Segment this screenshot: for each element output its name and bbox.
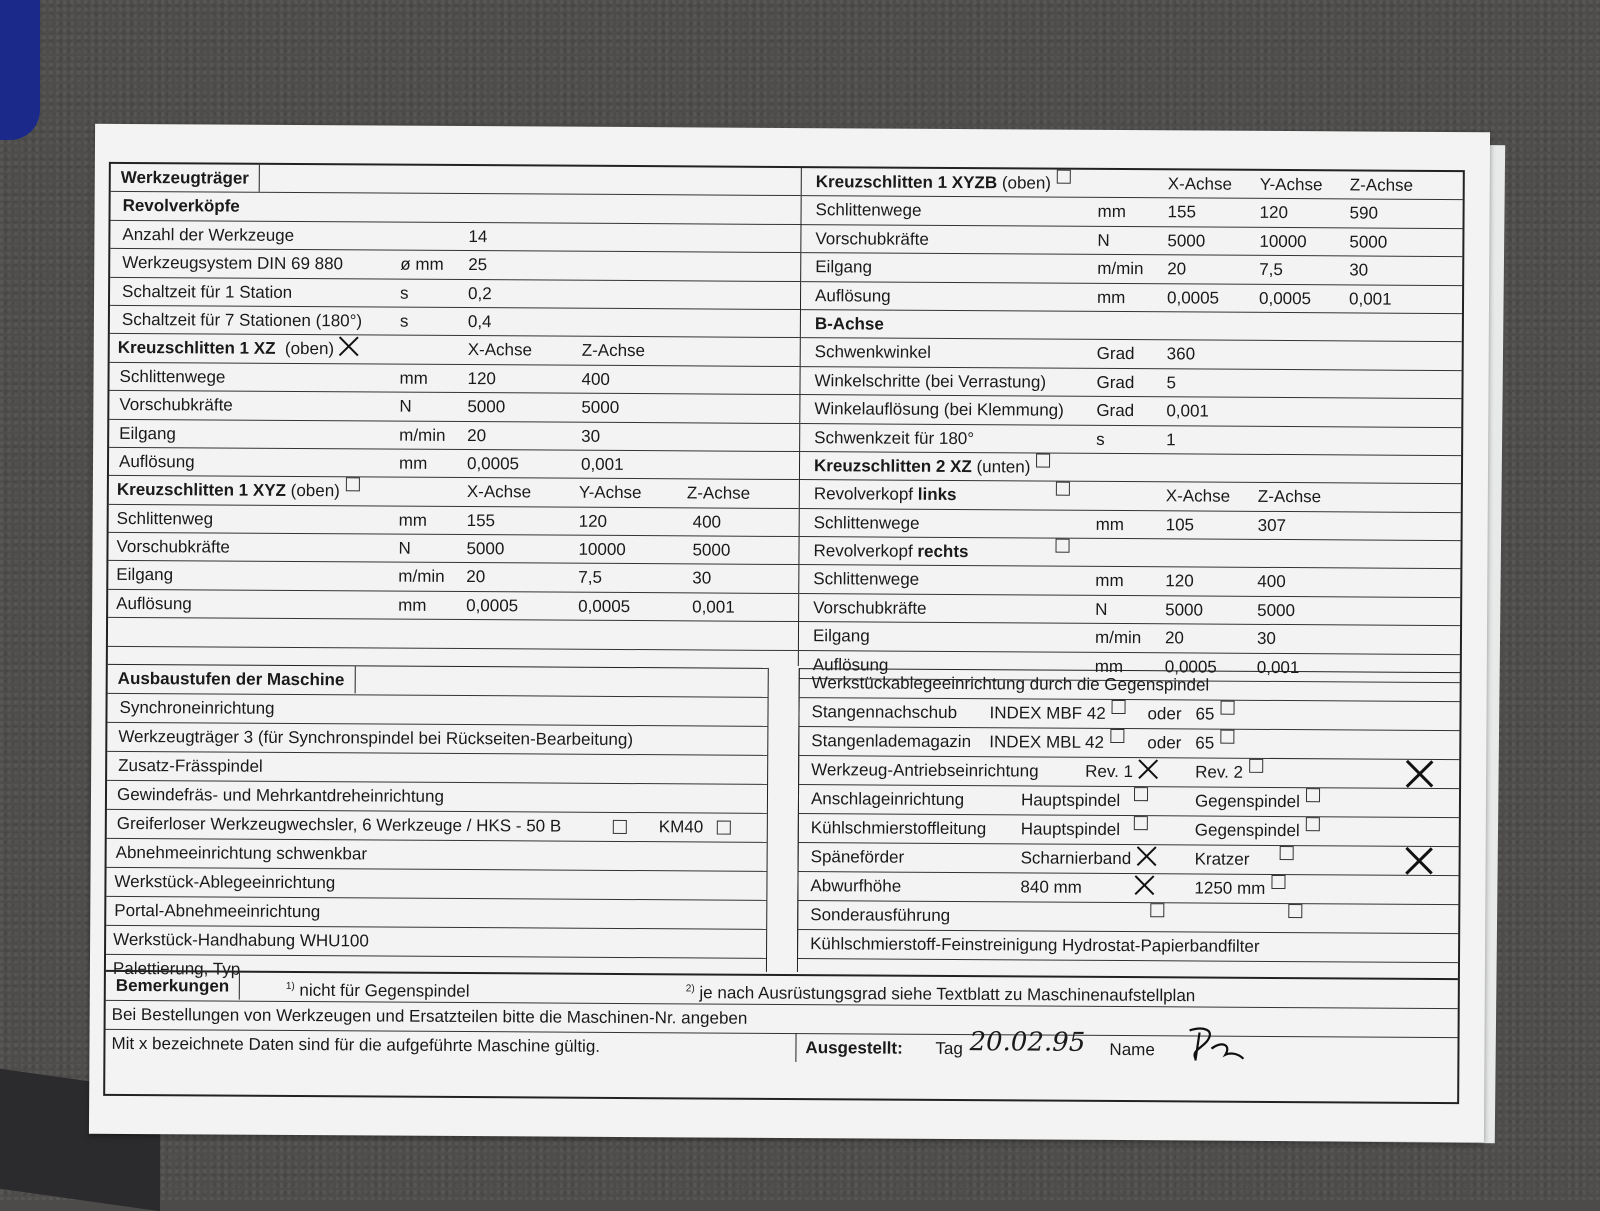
empty-row [108,618,798,651]
revolverkopf-links-row [800,480,1461,512]
cell-v2: 0,001 [580,454,624,474]
checked-box-icon[interactable] [338,336,360,358]
table-row [801,196,1462,228]
kxz-h1: X-Achse [467,340,533,360]
ausbau-right [797,668,1461,963]
links-schlittenwege-row [800,509,1461,541]
r6-c: Gegenspindel [1194,820,1300,841]
kxz-h2: Z-Achse [581,341,646,361]
kxyz-title-wrap [117,476,340,504]
ausbau-item-label: Zusatz-Frässpindel [118,755,263,776]
cell-v1: 360 [1166,344,1196,364]
cell-v1: 120 [1165,571,1194,591]
table-row [109,448,799,481]
r2-b-wrap [989,699,1105,727]
r8-c: 1250 mm [1194,878,1266,898]
b-achse-header [801,310,1462,342]
cell-v3: 0,001 [692,597,735,617]
r8-b: 840 mm [1020,877,1082,897]
cell-label: Winkelschritte (bei Verrastung) [814,370,1047,392]
right-column [799,168,1463,677]
table-row [108,561,798,594]
kxz-title: Kreuzschlitten 1 XZ [117,338,276,359]
r2-b: INDEX MBF 42 [989,703,1106,723]
footer-line3-text: Mit x bezeichnete Daten sind für die aufgeführte Maschine gültig. [111,1033,601,1056]
ausbau-item [107,781,767,814]
table-row [108,590,798,623]
cell-label: Auflösung [118,451,195,472]
r4-c-wrap [1195,758,1243,785]
checkbox-icon[interactable] [1306,788,1320,802]
cell-label: Eilgang [116,565,174,585]
kxyz-title: Kreuzschlitten 1 XYZ [116,480,287,501]
r4-c: Rev. 2 [1195,762,1244,782]
cell-label: Eilgang [119,423,176,443]
table-row [110,221,800,254]
cell-label: Schwenkwinkel [814,342,932,363]
ausbau-item-label: Portal-Abnehmeeinrichtung [114,900,321,922]
cell-v1: 20 [1167,259,1187,279]
kxyz-header [109,476,799,509]
cell-v1: 0,001 [1166,401,1209,421]
r8-c-wrap [1194,874,1265,901]
r2-d-wrap [1195,700,1214,727]
cell-v2: 0,001 [1256,657,1300,677]
cell-v3: 400 [692,512,722,532]
rk-links-wrap [814,480,957,508]
r2-d: 65 [1195,704,1215,724]
kxyzb-title-wrap [816,168,1051,196]
kxz-title-wrap [118,334,335,362]
k2-h1: X-Achse [1165,486,1231,506]
cell-v1: 0,4 [467,311,492,332]
cell-v2: 400 [581,369,610,389]
cell-unit: m/min [399,425,446,445]
fn1-wrap [286,973,470,1005]
table-row [800,424,1461,456]
footer-line2-text: Bei Bestellungen von Werkzeugen und Ersatzteilen bitte die Maschinen-Nr. angeben [111,1004,748,1028]
kxyzb-title: Kreuzschlitten 1 XYZB [815,172,998,193]
table-row [800,367,1461,399]
cell-v3: 30 [692,568,712,588]
ablege-row [800,668,1461,702]
blue-object [0,0,40,140]
cell-v1: 20 [1164,628,1184,648]
cell-label: Schlittenwege [813,569,920,590]
cell-v1: 5 [1166,373,1177,393]
checkbox-icon[interactable] [346,478,360,492]
ausbau-item [107,694,767,727]
cell-label: Werkzeugsystem DIN 69 880 [122,253,344,274]
checkbox-icon[interactable] [1288,904,1302,918]
kxyzb-h3: Z-Achse [1349,175,1414,195]
ausbau-item [107,723,767,756]
cell-unit: mm [1094,656,1124,676]
cell-v1: 0,0005 [1166,287,1220,308]
ausbau-item-label: Werkstück-Ablegeeinrichtung [114,871,336,893]
table-row [801,282,1462,314]
cell-label: Vorschubkräfte [813,598,927,618]
cell-v3: 5000 [692,540,731,560]
table-row [109,391,799,424]
cell-v1: 155 [1167,202,1197,222]
ausbau-item [107,810,767,843]
cell-label: Schlittenwege [119,366,226,387]
cell-unit: mm [1097,202,1126,222]
table-row [801,225,1462,257]
cell-v1: 0,0005 [466,453,520,474]
table-row [109,363,799,396]
cell-label: Eilgang [812,626,870,646]
cell-label: Schlittenweg [116,508,214,529]
stangenlademagazin-row [799,727,1460,760]
cell-v1: 0,2 [468,283,492,303]
r8-b-wrap [1020,873,1082,900]
cell-unit: N [399,396,412,416]
links-v2: 307 [1257,515,1287,535]
margin-x-mark-icon [1405,847,1433,875]
cell-unit: m/min [1094,628,1142,648]
table-row [799,566,1460,598]
cell-v2: 10000 [1259,231,1307,251]
cell-label: Eilgang [815,257,873,277]
ausbau-item [107,752,767,785]
ausbau-item-label: Werkstück-Handhabung WHU100 [113,929,369,951]
fn2-sup: 2) [685,983,695,995]
ausbau-item-label: Palettierung, Typ [112,958,241,979]
checkbox-icon[interactable] [1134,787,1148,801]
stangennachschub-row [799,698,1460,731]
r7-c-wrap [1195,845,1250,872]
cell-v2: 0,0005 [1258,288,1312,308]
ausbau-item [107,839,767,872]
rk-links-a: Revolverkopf [813,484,918,505]
links-v1: 105 [1165,514,1195,535]
bemerkungen-title: Bemerkungen [106,972,241,1000]
revolverkopf-rechts-row [799,537,1460,569]
r9-a: Sonderausführung [810,905,951,925]
ausbau-item-label: Greiferloser Werkzeugwechsler, 6 Werkzeuge / HKS - 50 B [116,813,562,836]
table-row [110,277,800,310]
fn1-sup: 1) [285,980,295,992]
cell-v1: 155 [466,510,496,530]
checkbox-icon[interactable] [1057,170,1071,184]
table-row [800,395,1461,427]
checkbox-icon[interactable] [1110,729,1124,743]
checkbox-icon[interactable] [1134,816,1148,830]
ausbau-item-label: Synchroneinrichtung [119,697,275,718]
spaenefoerder-row [799,843,1460,876]
cell-unit: m/min [1097,259,1144,279]
fn1: nicht für Gegenspindel [299,980,470,1001]
cell-v3: 590 [1349,203,1379,223]
cell-v1: 0,0005 [466,595,519,616]
r5-c: Gegenspindel [1194,791,1300,812]
cell-v1: 25 [468,255,488,275]
ausbau-title: Ausbaustufen der Maschine [108,665,356,694]
spec-sheet [89,124,1490,1143]
cell-unit: mm [398,595,427,615]
r5-a: Anschlageinrichtung [810,789,965,810]
checkbox-icon[interactable] [613,820,627,834]
cell-unit: Grad [1096,400,1135,421]
km40-label: KM40 [658,817,704,837]
r4-b-wrap [1085,758,1133,785]
ausgestellt-label: Ausgestellt: [805,1038,903,1058]
table-row [799,622,1460,654]
table-row [110,249,800,282]
tag-value: 20.02.95 [969,1027,1086,1058]
k2-h2: Z-Achse [1257,487,1322,507]
table-row [799,594,1460,626]
checkbox-icon[interactable] [1150,903,1164,917]
ablege-label: Werkstückablegeeinrichtung durch die Gegenspindel [811,673,1210,695]
cell-unit: s [1096,429,1105,449]
cell-label: Vorschubkräfte [116,536,230,557]
cell-unit: s [399,311,409,331]
cell-v2: 5000 [1257,600,1296,620]
r5-c-wrap [1195,787,1300,815]
cell-v1: 5000 [466,539,505,559]
kxyzb-h1: X-Achse [1167,174,1233,194]
cell-label: Vorschubkräfte [119,395,233,415]
r3-a: Stangenlademagazin [811,731,972,752]
cell-label: Vorschubkräfte [815,228,929,249]
ausbau-item [106,897,766,930]
cell-v2: 120 [578,511,608,531]
table-row [801,253,1462,285]
ausbau-header [108,664,768,698]
ausbau-item-label: Abnehmeeinrichtung schwenkbar [115,842,368,864]
cell-unit: N [1095,599,1108,619]
cell-v1: 20 [466,567,486,587]
checkbox-icon[interactable] [1249,759,1263,773]
cell-v1: 20 [467,425,487,445]
cell-v3: 5000 [1349,232,1388,252]
r10-label: Kühlschmierstoff-Feinstreinigung Hydrostat-Papierbandfilter [810,934,1260,956]
sonderausfuehrung-row [798,901,1459,934]
cell-label: Anzahl der Werkzeuge [122,224,295,245]
ausbau-item-label: Gewindefräs- und Mehrkantdreheinrichtung [116,784,445,806]
r3-b: INDEX MBL 42 [989,732,1105,752]
r4-a: Werkzeug-Antriebseinrichtung [811,760,1039,781]
cell-unit: mm [1095,571,1124,591]
cell-unit: mm [398,453,428,473]
abwurfhoehe-row [798,872,1459,905]
kxyzb-h2: Y-Achse [1259,174,1323,195]
cell-unit: mm [399,368,428,388]
kxyzb-pos: (oben) [1001,173,1052,193]
links-unit: mm [1095,514,1125,534]
cell-v1: 5000 [1167,231,1206,251]
checkbox-icon[interactable] [1271,875,1285,889]
werkzeugtraeger-title: Werkzeugträger [111,164,260,192]
cell-unit: mm [398,510,428,530]
kxz-header [110,334,800,367]
name-label: Name [1109,1039,1155,1060]
revolver-header [111,192,801,225]
footer [105,970,1458,1066]
r3-d: 65 [1195,733,1215,753]
cell-v2: 400 [1257,572,1286,592]
cell-label: Schlittenwege [815,200,922,221]
kxyzb-header [802,168,1463,200]
r6-a: Kühlschmierstoffleitung [810,818,987,839]
cell-v2: 5000 [581,397,620,418]
r3-c: oder [1147,733,1182,753]
cell-label: Schaltzeit für 7 Stationen (180°) [121,309,363,331]
signature-icon [1181,1022,1251,1064]
checked-box-icon[interactable] [1137,758,1159,780]
fn2: je nach Ausrüstungsgrad siehe Textblatt zu Maschinenaufstellplan [699,983,1196,1006]
r5-b-wrap [1021,786,1120,814]
table-row [109,505,799,538]
table-row [108,533,798,566]
cell-v1: 14 [468,226,488,246]
checkbox-icon[interactable] [1279,846,1293,860]
r4-b: Rev. 1 [1085,761,1134,782]
kxyz-h2: Y-Achse [578,483,642,503]
k2-title: Kreuzschlitten 2 XZ [813,456,972,477]
checkbox-icon[interactable] [1306,817,1320,831]
r6-b: Hauptspindel [1020,819,1121,840]
checkbox-icon[interactable] [1112,700,1126,714]
cell-label: Schaltzeit für 1 Station [122,281,293,302]
cell-v2: 30 [1256,629,1276,649]
cell-unit: Grad [1096,372,1135,392]
k2-pos: (unten) [976,457,1031,477]
footer-divider [795,1033,796,1062]
ausbau-item-label: Werkzeugträger 3 (für Synchronspindel bei Rückseiten-Bearbeitung) [118,726,634,750]
table-row [801,338,1462,370]
cell-v1: 5000 [1165,600,1204,620]
cell-unit: m/min [398,567,445,587]
spec-table [103,162,1465,1104]
table-row [110,306,800,339]
table-row [109,419,799,452]
r7-b-wrap [1021,844,1132,872]
r7-c: Kratzer [1194,849,1250,869]
cell-unit: ø mm [400,254,444,275]
r7-b: Scharnierband [1020,848,1132,869]
cell-v2: 120 [1259,203,1289,223]
kxyz-h1: X-Achse [466,482,532,502]
feinstreinigung-row [798,930,1459,963]
checkbox-icon[interactable] [1056,482,1070,496]
r8-a: Abwurfhöhe [810,876,902,896]
cell-unit: N [398,538,411,558]
cell-v2: 10000 [578,539,626,560]
checkbox-icon[interactable] [1220,730,1234,744]
checkbox-icon[interactable] [717,821,731,835]
checked-box-icon[interactable] [1135,845,1157,867]
cell-v1: 120 [467,368,496,388]
werkzeugtraeger-header [111,164,801,197]
checkbox-icon[interactable] [1220,701,1234,715]
anschlag-row [799,785,1460,818]
ausbau-left [106,664,768,987]
cell-v2: 0,0005 [578,596,631,616]
rk-rechts-b: rechts [917,541,969,562]
cell-v1: 1 [1166,429,1176,449]
cell-v1: 0,0005 [1164,656,1217,677]
r3-d-wrap [1195,729,1214,756]
r2-c: oder [1147,704,1182,724]
tag-label: Tag [935,1038,963,1059]
kxyz-h3: Z-Achse [686,483,751,504]
revolver-title: Revolverköpfe [122,196,240,217]
cell-label: Winkelauflösung (bei Klemmung) [814,399,1064,420]
rk-rechts-a: Revolverkopf [813,541,918,561]
r6-c-wrap [1195,816,1300,844]
k2-title-wrap [814,452,1031,480]
r5-b: Hauptspindel [1020,790,1121,811]
antrieb-row [799,756,1460,789]
cell-unit: N [1097,230,1110,250]
cell-v2: 7,5 [578,568,603,588]
checked-box-icon[interactable] [1134,874,1156,896]
r6-b-wrap [1021,815,1120,843]
cell-unit: s [400,283,409,303]
checkbox-icon[interactable] [1036,453,1050,467]
margin-x-mark-icon [1405,760,1433,788]
kxz-pos: (oben) [284,339,335,359]
cell-v2: 7,5 [1259,260,1283,280]
checkbox-icon[interactable] [1055,539,1069,553]
column-separator [766,668,800,972]
cell-unit: mm [1097,287,1126,307]
cell-v3: 30 [1349,260,1369,280]
cell-label: Auflösung [815,285,891,306]
b-achse-title: B-Achse [814,314,884,334]
cell-v2: 30 [581,426,601,446]
r7-a: Späneförder [810,847,905,867]
left-column [108,164,802,666]
kxyz-pos: (oben) [290,481,340,501]
rk-links-b: links [917,485,957,505]
r3-b-wrap [989,728,1104,756]
cell-v3: 0,001 [1348,288,1392,309]
k2-header [800,452,1461,484]
r2-a: Stangennachschub [811,702,958,723]
ausbau-item [106,868,766,901]
cell-label: Schwenkzeit für 180° [814,427,975,448]
cell-label: Auflösung [812,654,889,675]
ausbau-item [106,926,766,959]
cell-unit: Grad [1096,344,1135,364]
cell-v1: 5000 [467,397,506,417]
cell-label: Auflösung [116,593,192,614]
rk-rechts-wrap [813,537,968,565]
links-label: Schlittenwege [813,512,920,533]
kuehlschmier-row [799,814,1460,847]
